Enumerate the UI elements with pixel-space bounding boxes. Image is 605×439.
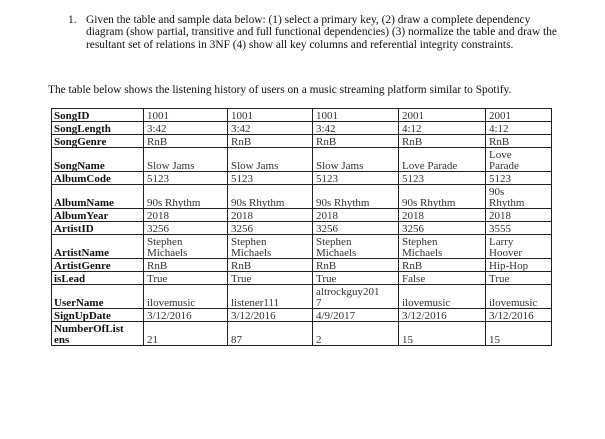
table-cell: ilovemusic [144,285,228,309]
table-cell: Stephen Michaels [228,235,313,259]
table-cell: 2018 [228,209,313,222]
table-cell: Larry Hoover [486,235,552,259]
table-cell: 2001 [399,109,486,122]
table-cell: 90s Rhythm [313,185,399,209]
table-body [52,109,552,346]
table-cell: 3256 [399,222,486,235]
row-header: SignUpDate [52,309,144,322]
table-cell: RnB [399,259,486,272]
row-header: AlbumName [52,185,144,209]
table-cell: altrockguy201 7 [313,285,399,309]
table-row [52,209,552,222]
table-cell: 5123 [144,172,228,185]
table-cell: RnB [313,135,399,148]
question-text: Given the table and sample data below: (1) select a primary key, (2) draw a complete dependency diagram (show partial, transitive and full functional dependencies) (3) normalize the table and draw the resultant set of relations in 3NF (4) show all key columns and referential integrity constraints. [86,14,557,51]
table-cell: RnB [486,135,552,148]
table-cell: 3256 [228,222,313,235]
intro-sentence: The table below shows the listening history of users on a music streaming platform similar to Spotify. [48,84,512,96]
table-row [52,109,552,122]
table-cell: Stephen Michaels [313,235,399,259]
table-cell: 3256 [144,222,228,235]
table-cell: True [313,272,399,285]
table-cell: 15 [486,322,552,346]
table-row [52,122,552,135]
table-cell: 90s Rhythm [486,185,552,209]
table-cell: 3/12/2016 [144,309,228,322]
row-header: ArtistID [52,222,144,235]
table-cell: ilovemusic [399,285,486,309]
table-cell: 90s Rhythm [228,185,313,209]
table-cell: listener111 [228,285,313,309]
row-header: NumberOfList ens [52,322,144,346]
table-cell: 5123 [313,172,399,185]
table-cell: RnB [228,259,313,272]
table-cell: 2001 [486,109,552,122]
table-cell: 3256 [313,222,399,235]
table-cell: RnB [399,135,486,148]
row-header: SongID [52,109,144,122]
table-cell: 2018 [144,209,228,222]
row-header: SongGenre [52,135,144,148]
row-header: ArtistGenre [52,259,144,272]
table-cell: 3555 [486,222,552,235]
table-row [52,322,552,346]
table-cell: Love Parade [486,148,552,172]
table-cell: Slow Jams [228,148,313,172]
row-header: UserName [52,285,144,309]
table-row [52,259,552,272]
table-cell: 3/12/2016 [399,309,486,322]
table-cell: 1001 [313,109,399,122]
table-cell: 5123 [486,172,552,185]
table-cell: 15 [399,322,486,346]
table-cell: 21 [144,322,228,346]
listening-history-table [51,108,552,346]
table-cell: Love Parade [399,148,486,172]
table-cell: 2018 [313,209,399,222]
table-cell: 3/12/2016 [486,309,552,322]
table-row [52,272,552,285]
table-cell: 2018 [399,209,486,222]
table-row [52,309,552,322]
row-header: SongName [52,148,144,172]
table-cell: 87 [228,322,313,346]
table-cell: 3/12/2016 [228,309,313,322]
row-header: AlbumCode [52,172,144,185]
table-cell: True [486,272,552,285]
row-header: SongLength [52,122,144,135]
table-cell: Slow Jams [144,148,228,172]
table-cell: 3:42 [228,122,313,135]
table-cell: 1001 [144,109,228,122]
table-cell: 3:42 [144,122,228,135]
table-cell: 5123 [399,172,486,185]
table-cell: 5123 [228,172,313,185]
table-cell: 3:42 [313,122,399,135]
table-row [52,222,552,235]
table-row [52,172,552,185]
table-cell: 90s Rhythm [399,185,486,209]
table-row [52,235,552,259]
question-number: 1. [68,14,77,26]
row-header: ArtistName [52,235,144,259]
table-row [52,185,552,209]
table-cell: ilovemusic [486,285,552,309]
table-cell: Stephen Michaels [399,235,486,259]
table-cell: 4:12 [399,122,486,135]
table-cell: Slow Jams [313,148,399,172]
table-cell: 2 [313,322,399,346]
table-cell: RnB [144,259,228,272]
table-cell: RnB [313,259,399,272]
table-cell: RnB [228,135,313,148]
table-cell: True [144,272,228,285]
row-header: AlbumYear [52,209,144,222]
table-row [52,148,552,172]
table-row [52,135,552,148]
table-cell: 4:12 [486,122,552,135]
table-cell: True [228,272,313,285]
table-cell: 90s Rhythm [144,185,228,209]
table-cell: RnB [144,135,228,148]
row-header: isLead [52,272,144,285]
table-row [52,285,552,309]
table-cell: Stephen Michaels [144,235,228,259]
question-block [68,14,568,51]
table-cell: 4/9/2017 [313,309,399,322]
table-cell: 1001 [228,109,313,122]
table-cell: Hip-Hop [486,259,552,272]
table-cell: 2018 [486,209,552,222]
table-cell: False [399,272,486,285]
